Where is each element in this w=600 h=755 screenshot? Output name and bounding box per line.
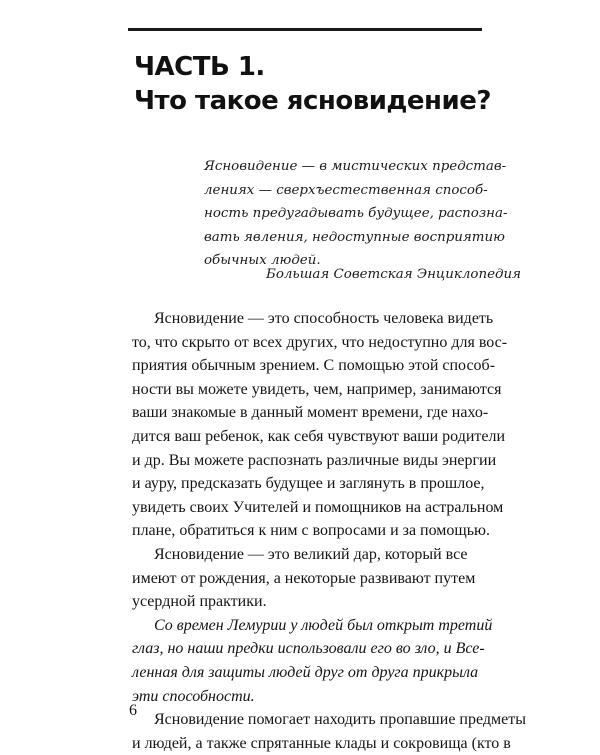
- text-line: то, что скрыто от всех других, что недоступно для вос-: [132, 333, 508, 351]
- paragraph-4: [132, 708, 526, 755]
- chapter-title: Что такое ясновидение?: [134, 86, 491, 116]
- paragraph-1: [132, 307, 508, 543]
- text-line: плане, обратиться к ним с вопросами и за помощью.: [132, 522, 490, 540]
- epigraph: [204, 155, 508, 273]
- text-line: эти способности.: [132, 687, 255, 705]
- chapter-heading: [134, 50, 494, 118]
- text-line: и др. Вы можете распознать различные виды энергии: [132, 451, 497, 469]
- text-line: глаз, но наши предки использовали его во зло, и Все-: [132, 640, 485, 658]
- text-line: дится ваш ребенок, как себя чувствуют ваши родители: [132, 427, 506, 445]
- text-line: Ясновидение — это способность человека видеть: [154, 310, 494, 327]
- epigraph-line: вать явления, недоступные восприятию: [204, 229, 505, 245]
- text-line: и ауру, предсказать будущее и заглянуть в прошлое,: [132, 475, 485, 493]
- page-number: 6: [129, 702, 137, 719]
- text-line: имеют от рождения, а некоторые развивают путем: [132, 569, 476, 587]
- paragraph-3: [132, 614, 502, 708]
- text-line: и людей, а также спрятанные клады и сокровища (кто в: [132, 734, 511, 752]
- text-line: усердной практики.: [132, 593, 267, 611]
- epigraph-line: Ясновидение — в мистических представ-: [204, 159, 507, 174]
- header-rule: [128, 28, 482, 31]
- body-text: [132, 307, 526, 755]
- epigraph-line: ность предугадывать будущее, распозна-: [204, 206, 508, 221]
- text-line: Ясновидение помогает находить пропавшие предметы: [154, 711, 526, 729]
- epigraph-line: лениях — сверхъестественная способ-: [204, 182, 488, 198]
- text-line: приятия обычным зрением. С помощью этой способ-: [132, 357, 496, 375]
- text-line: Ясновидение — это великий дар, который все: [154, 545, 468, 563]
- text-line: ленная для защиты людей друг от друга прикрыла: [132, 663, 479, 681]
- paragraph-2: [132, 543, 502, 614]
- text-line: ности вы можете увидеть, чем, например, занимаются: [132, 380, 502, 398]
- text-line: ваши знакомые в данный момент времени, где нахо-: [132, 404, 489, 422]
- epigraph-line: обычных людей.: [204, 253, 321, 268]
- chapter-number: ЧАСТЬ 1.: [134, 52, 265, 82]
- text-line: Со времен Лемурии у людей был открыт третий: [154, 616, 493, 634]
- epigraph-source: Большая Советская Энциклопедия: [266, 267, 521, 282]
- text-line: увидеть своих Учителей и помощников на астральном: [132, 498, 504, 516]
